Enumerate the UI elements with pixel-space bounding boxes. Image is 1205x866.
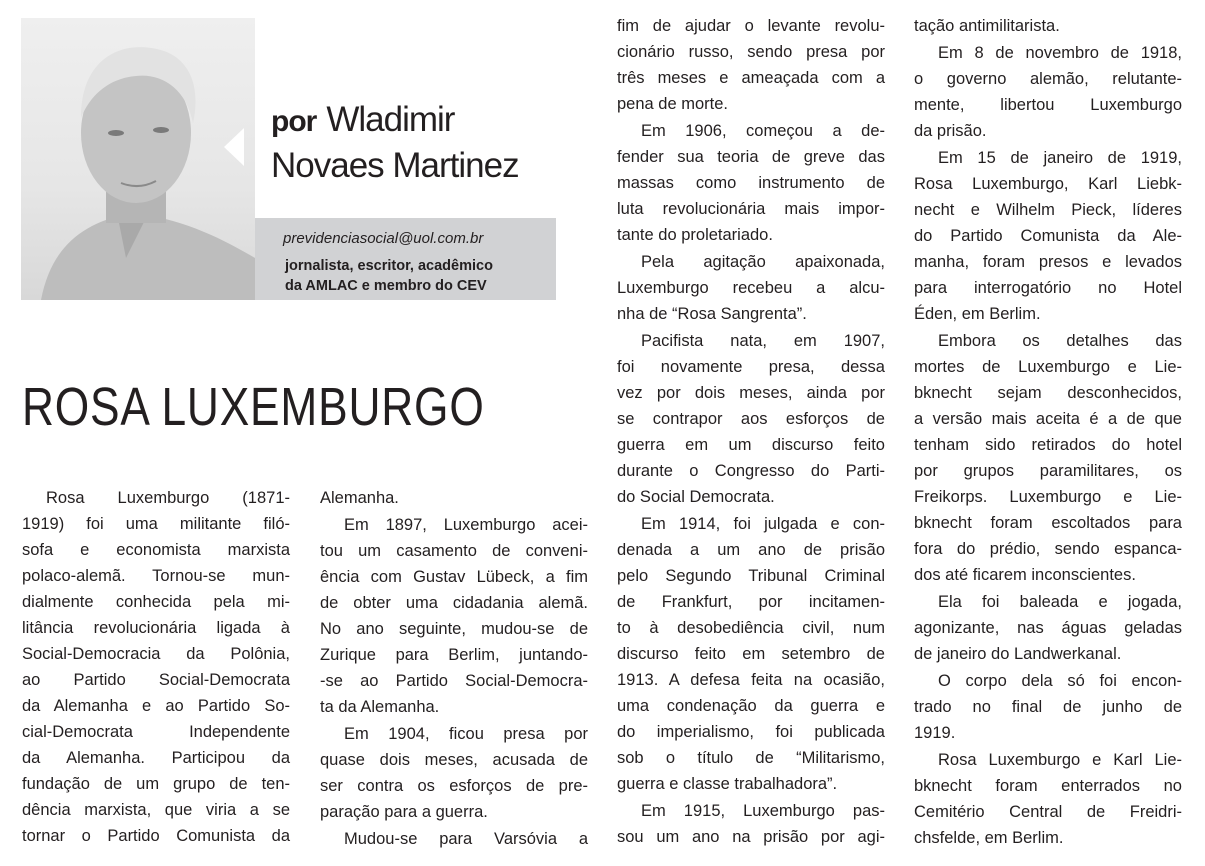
text-line: se contrapor aos esforços de <box>617 410 885 428</box>
text-line: do Social Democrata. <box>617 488 775 506</box>
article-paragraph <box>617 249 885 327</box>
text-line: tornar o Partido Comunista da <box>22 827 290 845</box>
text-line: três meses e ameaçada com a <box>617 69 885 87</box>
text-line: nha de “Rosa Sangrenta”. <box>617 305 807 323</box>
text-line: trado no final de junho de <box>914 698 1182 716</box>
text-line: para interrogatório no Hotel <box>914 279 1182 297</box>
author-byline <box>271 98 519 188</box>
text-line: vez por dois meses, ainda por <box>617 384 885 402</box>
text-line: de Frankfurt, por incitamen- <box>617 593 885 611</box>
text-line: tenham sido retirados do hotel <box>914 436 1182 454</box>
text-line: foi novamente presa, dessa <box>617 358 885 376</box>
text-line: Freikorps. Luxemburgo e Lie- <box>914 488 1182 506</box>
text-line: chsfelde, em Berlim. <box>914 829 1064 847</box>
text-line: mortes de Luxemburgo e Lie- <box>914 358 1182 376</box>
text-line: cionário russo, sendo presa por <box>617 43 885 61</box>
author-email[interactable]: previdenciasocial@uol.com.br <box>283 230 484 247</box>
article-paragraph <box>617 328 885 510</box>
text-line: polaco-alemã. Tornou-se mun- <box>22 567 290 585</box>
text-line: Zurique para Berlim, juntando- <box>320 646 588 664</box>
byline-prefix: por <box>271 105 317 138</box>
text-line: Em 1914, foi julgada e con- <box>641 515 885 533</box>
text-line: de obter uma cidadania alemã. <box>320 594 588 612</box>
text-line: tação antimilitarista. <box>914 17 1060 35</box>
article-paragraph <box>320 512 588 720</box>
text-line: quase dois meses, acusada de <box>320 751 588 769</box>
article-paragraph <box>617 511 885 797</box>
text-line: ta da Alemanha. <box>320 698 440 716</box>
text-line: dência marxista, que viria a se <box>22 801 290 819</box>
text-line: por grupos paramilitares, os <box>914 462 1182 480</box>
text-line: Mudou-se para Varsóvia a <box>344 830 588 848</box>
author-bio <box>285 256 493 296</box>
article-paragraph <box>914 145 1182 327</box>
text-line: Rosa Luxemburgo, Karl Liebk- <box>914 175 1182 193</box>
text-line: dos até ficarem inconscientes. <box>914 566 1136 584</box>
text-line: litância revolucionária ligada à <box>22 619 290 637</box>
article-paragraph <box>22 485 290 849</box>
text-line: Em 1904, ficou presa por <box>344 725 588 743</box>
text-line: bknecht foram escoltados para <box>914 514 1182 532</box>
text-line: No ano seguinte, mudou-se de <box>320 620 588 638</box>
text-line: guerra e classe trabalhadora”. <box>617 775 838 793</box>
author-portrait <box>21 18 255 300</box>
article-paragraph <box>914 747 1182 851</box>
article-paragraph <box>320 826 588 852</box>
text-line: denada a um ano de prisão <box>617 541 885 559</box>
text-line: agonizante, nas águas geladas <box>914 619 1182 637</box>
text-line: do Partido Comunista da Ale- <box>914 227 1182 245</box>
text-line: to à desobediência civil, num <box>617 619 885 637</box>
text-line: dialmente conhecida pela mi- <box>22 593 290 611</box>
text-line: discurso feito em setembro de <box>617 645 885 663</box>
text-line: Cemitério Central de Freidri- <box>914 803 1182 821</box>
author-info-box <box>255 218 556 300</box>
article-paragraph <box>320 485 588 511</box>
article-paragraph <box>617 798 885 850</box>
text-line: Em 1915, Luxemburgo pas- <box>641 802 885 820</box>
article-headline: ROSA LUXEMBURGO <box>22 377 485 437</box>
text-line: Pacifista nata, em 1907, <box>641 332 885 350</box>
text-line: a versão mais aceita é a de que <box>914 410 1182 428</box>
article-paragraph <box>320 721 588 825</box>
text-line: pelo Segundo Tribunal Criminal <box>617 567 885 585</box>
text-line: sofa e economista marxista <box>22 541 290 559</box>
text-line: fender sua teoria de greve das <box>617 148 885 166</box>
text-line: 1919) foi uma militante filó- <box>22 515 290 533</box>
text-line: fora do prédio, sendo espanca- <box>914 540 1182 558</box>
text-line: fundação de um grupo de ten- <box>22 775 290 793</box>
text-line: mente, libertou Luxemburgo <box>914 96 1182 114</box>
text-line: Luxemburgo recebeu a alcu- <box>617 279 885 297</box>
author-name-line1: Wladimir <box>326 100 455 139</box>
text-line: guerra em um discurso feito <box>617 436 885 454</box>
text-line: da prisão. <box>914 122 987 140</box>
author-bio-line: jornalista, escritor, acadêmico <box>285 258 493 274</box>
text-line: ao Partido Social-Democrata <box>22 671 290 689</box>
text-line: necht e Wilhelm Pieck, líderes <box>914 201 1182 219</box>
text-line: ência com Gustav Lübeck, a fim <box>320 568 588 586</box>
text-line: tante do proletariado. <box>617 226 773 244</box>
text-line: Em 8 de novembro de 1918, <box>938 44 1182 62</box>
text-line: de janeiro do Landwerkanal. <box>914 645 1122 663</box>
text-line: pena de morte. <box>617 95 728 113</box>
text-line: da Alemanha. Participou da <box>22 749 290 767</box>
photo-notch <box>224 128 244 166</box>
text-line: da Alemanha e ao Partido So- <box>22 697 290 715</box>
article-paragraph <box>617 13 885 117</box>
article-paragraph <box>914 589 1182 667</box>
text-line: massas como instrumento de <box>617 174 885 192</box>
text-line: ser contra os esforços de pre- <box>320 777 588 795</box>
article-paragraph <box>914 13 1182 39</box>
article-column-1 <box>22 485 290 850</box>
text-line: uma condenação da guerra e <box>617 697 885 715</box>
text-line: o governo alemão, relutante- <box>914 70 1182 88</box>
text-line: Pela agitação apaixonada, <box>641 253 885 271</box>
text-line: durante o Congresso do Parti- <box>617 462 885 480</box>
text-line: Rosa Luxemburgo e Karl Lie- <box>938 751 1182 769</box>
text-line: fim de ajudar o levante revolu- <box>617 17 885 35</box>
text-line: tou um casamento de conveni- <box>320 542 588 560</box>
text-line: Éden, em Berlim. <box>914 305 1041 323</box>
text-line: O corpo dela só foi encon- <box>938 672 1182 690</box>
author-bio-line: da AMLAC e membro do CEV <box>285 278 487 294</box>
author-photo <box>21 18 255 300</box>
text-line: luta revolucionária mais impor- <box>617 200 885 218</box>
text-line: paração para a guerra. <box>320 803 488 821</box>
text-line: manha, foram presos e levados <box>914 253 1182 271</box>
text-line: 1913. A defesa feita na ocasião, <box>617 671 885 689</box>
article-paragraph <box>914 328 1182 588</box>
text-line: Em 1906, começou a de- <box>641 122 885 140</box>
text-line: sou um ano na prisão por agi- <box>617 828 885 846</box>
author-name-line2: Novaes Martinez <box>271 146 519 185</box>
text-line: Alemanha. <box>320 489 399 507</box>
article-paragraph <box>617 118 885 248</box>
text-line: Social-Democracia da Polônia, <box>22 645 290 663</box>
text-line: bknecht sejam desconhecidos, <box>914 384 1182 402</box>
article-column-2 <box>320 485 588 853</box>
text-line: Rosa Luxemburgo (1871- <box>46 489 290 507</box>
article-column-3 <box>617 13 885 851</box>
text-line: Ela foi baleada e jogada, <box>938 593 1182 611</box>
text-line: 1919. <box>914 724 956 742</box>
text-line: do imperialismo, foi publicada <box>617 723 885 741</box>
article-column-4 <box>914 13 1182 852</box>
text-line: sob o título de “Militarismo, <box>617 749 885 767</box>
text-line: Em 15 de janeiro de 1919, <box>938 149 1182 167</box>
text-line: bknecht foram enterrados no <box>914 777 1182 795</box>
text-line: Em 1897, Luxemburgo acei- <box>344 516 588 534</box>
text-line: -se ao Partido Social-Democra- <box>320 672 588 690</box>
article-paragraph <box>914 668 1182 746</box>
article-paragraph <box>914 40 1182 144</box>
text-line: cial-Democrata Independente <box>22 723 290 741</box>
text-line: Embora os detalhes das <box>938 332 1182 350</box>
